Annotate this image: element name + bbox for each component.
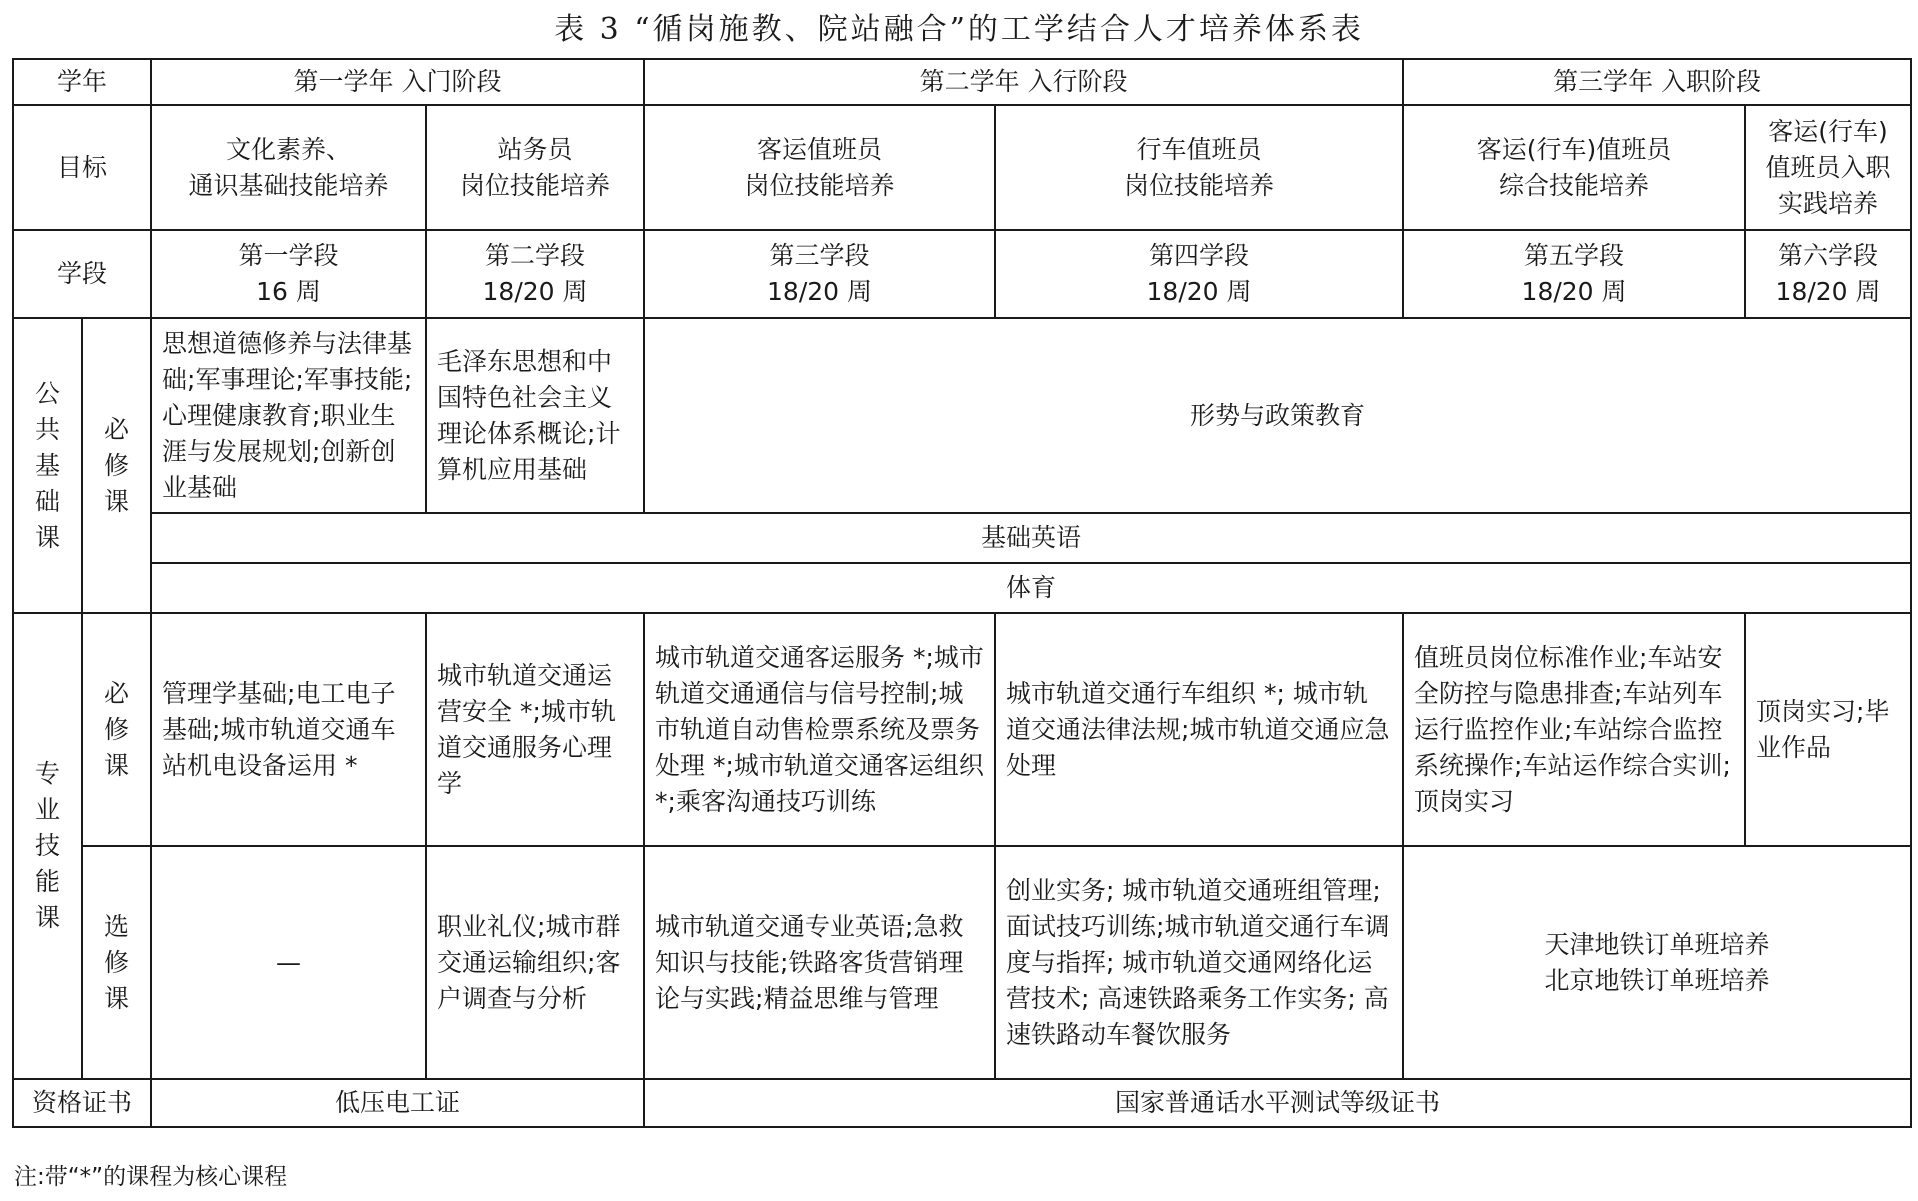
english-row [13, 513, 1911, 563]
course-cell: 城市轨道交通行车组织 *; 城市轨道交通法律法规;城市轨道交通应急处理 [995, 613, 1403, 846]
course-cell-policy: 形势与政策教育 [644, 318, 1911, 513]
pe-row [13, 563, 1911, 613]
stages-row [13, 230, 1911, 318]
course-cell: 毛泽东思想和中国特色社会主义理论体系概论;计算机应用基础 [426, 318, 644, 513]
goal-cell: 行车值班员 岗位技能培养 [995, 105, 1403, 230]
course-cell: 城市轨道交通运营安全 *;城市轨道交通服务心理学 [426, 613, 644, 846]
header-row [13, 59, 1911, 105]
goals-label: 目标 [13, 105, 151, 230]
professional-courses-category: 专业技能课 [13, 613, 82, 1079]
certificate-cell: 低压电工证 [151, 1079, 644, 1127]
course-cell: 创业实务; 城市轨道交通班组管理;面试技巧训练;城市轨道交通行车调度与指挥; 城市轨道交通网络化运营技术; 高速铁路乘务工作实务; 高速铁路动车餐饮服务 [995, 846, 1403, 1079]
stage-cell: 第一学段 16 周 [151, 230, 426, 318]
public-required-label: 必修课 [82, 318, 151, 613]
professional-elective-label: 选修课 [82, 846, 151, 1079]
course-cell: 职业礼仪;城市群交通运输组织;客户调查与分析 [426, 846, 644, 1079]
professional-elective-row [13, 846, 1911, 1079]
course-cell: 城市轨道交通专业英语;急救知识与技能;铁路客货营销理论与实践;精益思维与管理 [644, 846, 995, 1079]
certificates-label: 资格证书 [13, 1079, 151, 1127]
stage-cell: 第三学段 18/20 周 [644, 230, 995, 318]
course-cell-english: 基础英语 [151, 513, 1911, 563]
goals-row [13, 105, 1911, 230]
goal-cell: 客运(行车)值班员 综合技能培养 [1403, 105, 1745, 230]
course-cell: 城市轨道交通客运服务 *;城市轨道交通通信与信号控制;城市轨道自动售检票系统及票务处理 *;城市轨道交通客运组织 *;乘客沟通技巧训练 [644, 613, 995, 846]
course-cell: 顶岗实习;毕业作品 [1745, 613, 1911, 846]
stage-cell: 第五学段 18/20 周 [1403, 230, 1745, 318]
stages-label: 学段 [13, 230, 151, 318]
certificate-cell: 国家普通话水平测试等级证书 [644, 1079, 1911, 1127]
public-required-row [13, 318, 1911, 513]
goal-cell: 文化素养、 通识基础技能培养 [151, 105, 426, 230]
table-note: 注:带“*”的课程为核心课程 [14, 1164, 288, 1190]
course-cell-pe: 体育 [151, 563, 1911, 613]
course-cell: 思想道德修养与法律基础;军事理论;军事技能;心理健康教育;职业生涯与发展规划;创新创业基础 [151, 318, 426, 513]
course-cell: — [151, 846, 426, 1079]
header-year1: 第一学年 入门阶段 [151, 59, 644, 105]
course-cell-order-class: 天津地铁订单班培养 北京地铁订单班培养 [1403, 846, 1911, 1079]
stage-cell: 第二学段 18/20 周 [426, 230, 644, 318]
header-year2: 第二学年 入行阶段 [644, 59, 1403, 105]
goal-cell: 客运(行车) 值班员入职 实践培养 [1745, 105, 1911, 230]
professional-required-row [13, 613, 1911, 846]
header-year3: 第三学年 入职阶段 [1403, 59, 1911, 105]
professional-required-label: 必修课 [82, 613, 151, 846]
goal-cell: 站务员 岗位技能培养 [426, 105, 644, 230]
public-courses-category: 公共基础课 [13, 318, 82, 613]
course-cell: 管理学基础;电工电子基础;城市轨道交通车站机电设备运用 * [151, 613, 426, 846]
goal-cell: 客运值班员 岗位技能培养 [644, 105, 995, 230]
certificates-row [13, 1079, 1911, 1127]
stage-cell: 第四学段 18/20 周 [995, 230, 1403, 318]
table-title: 表 3 “循岗施教、院站融合”的工学结合人才培养体系表 [554, 12, 1364, 47]
col-label-year: 学年 [13, 59, 151, 105]
stage-cell: 第六学段 18/20 周 [1745, 230, 1911, 318]
training-system-table [12, 58, 1912, 1128]
course-cell: 值班员岗位标准作业;车站安全防控与隐患排查;车站列车运行监控作业;车站综合监控系统操作;车站运作综合实训;顶岗实习 [1403, 613, 1745, 846]
